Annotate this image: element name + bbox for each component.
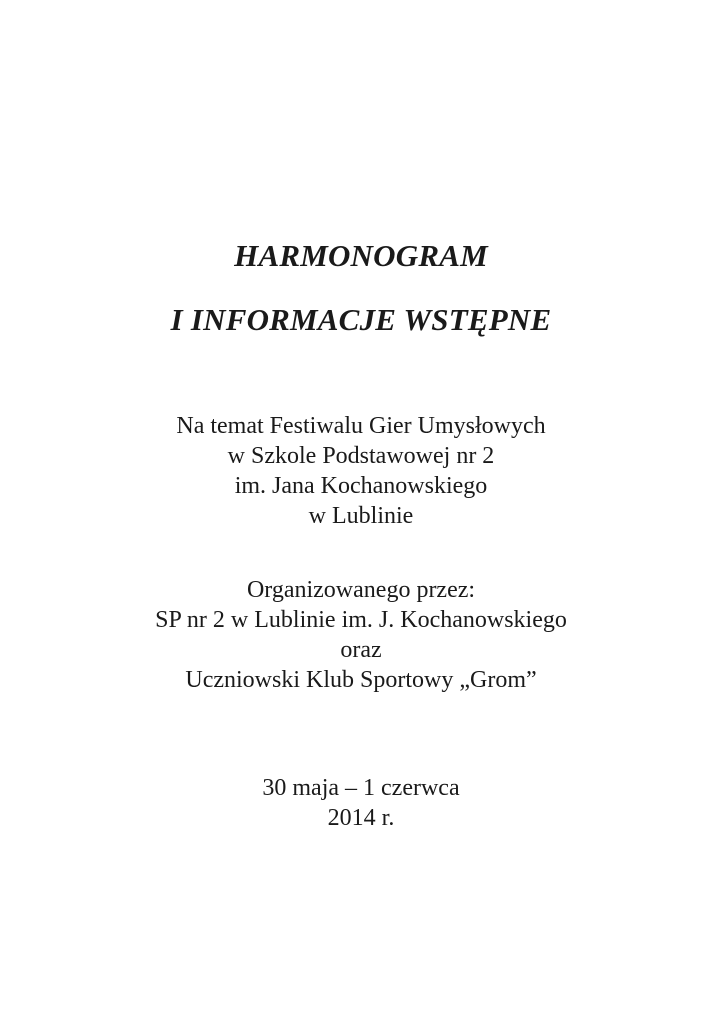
organizer-line: Organizowanego przez: — [246, 577, 476, 603]
document-title-line-2: I INFORMACJE WSTĘPNE — [170, 302, 552, 337]
organizer-line: SP nr 2 w Lublinie im. J. Kochanowskiego — [155, 607, 567, 633]
organizer-line: oraz — [340, 637, 382, 663]
date-year: 2014 r. — [327, 805, 395, 831]
description-line: Na temat Festiwalu Gier Umysłowych — [176, 413, 546, 439]
festival-description — [0, 411, 722, 531]
event-dates — [0, 773, 722, 833]
description-line: w Szkole Podstawowej nr 2 — [227, 443, 495, 469]
organizer-line: Uczniowski Klub Sportowy „Grom” — [185, 667, 537, 693]
description-line: im. Jana Kochanowskiego — [234, 473, 488, 499]
document-title-line-1: HARMONOGRAM — [234, 238, 488, 273]
description-line: w Lublinie — [308, 503, 414, 529]
organizer-info — [0, 575, 722, 695]
date-range: 30 maja – 1 czerwca — [262, 775, 460, 801]
